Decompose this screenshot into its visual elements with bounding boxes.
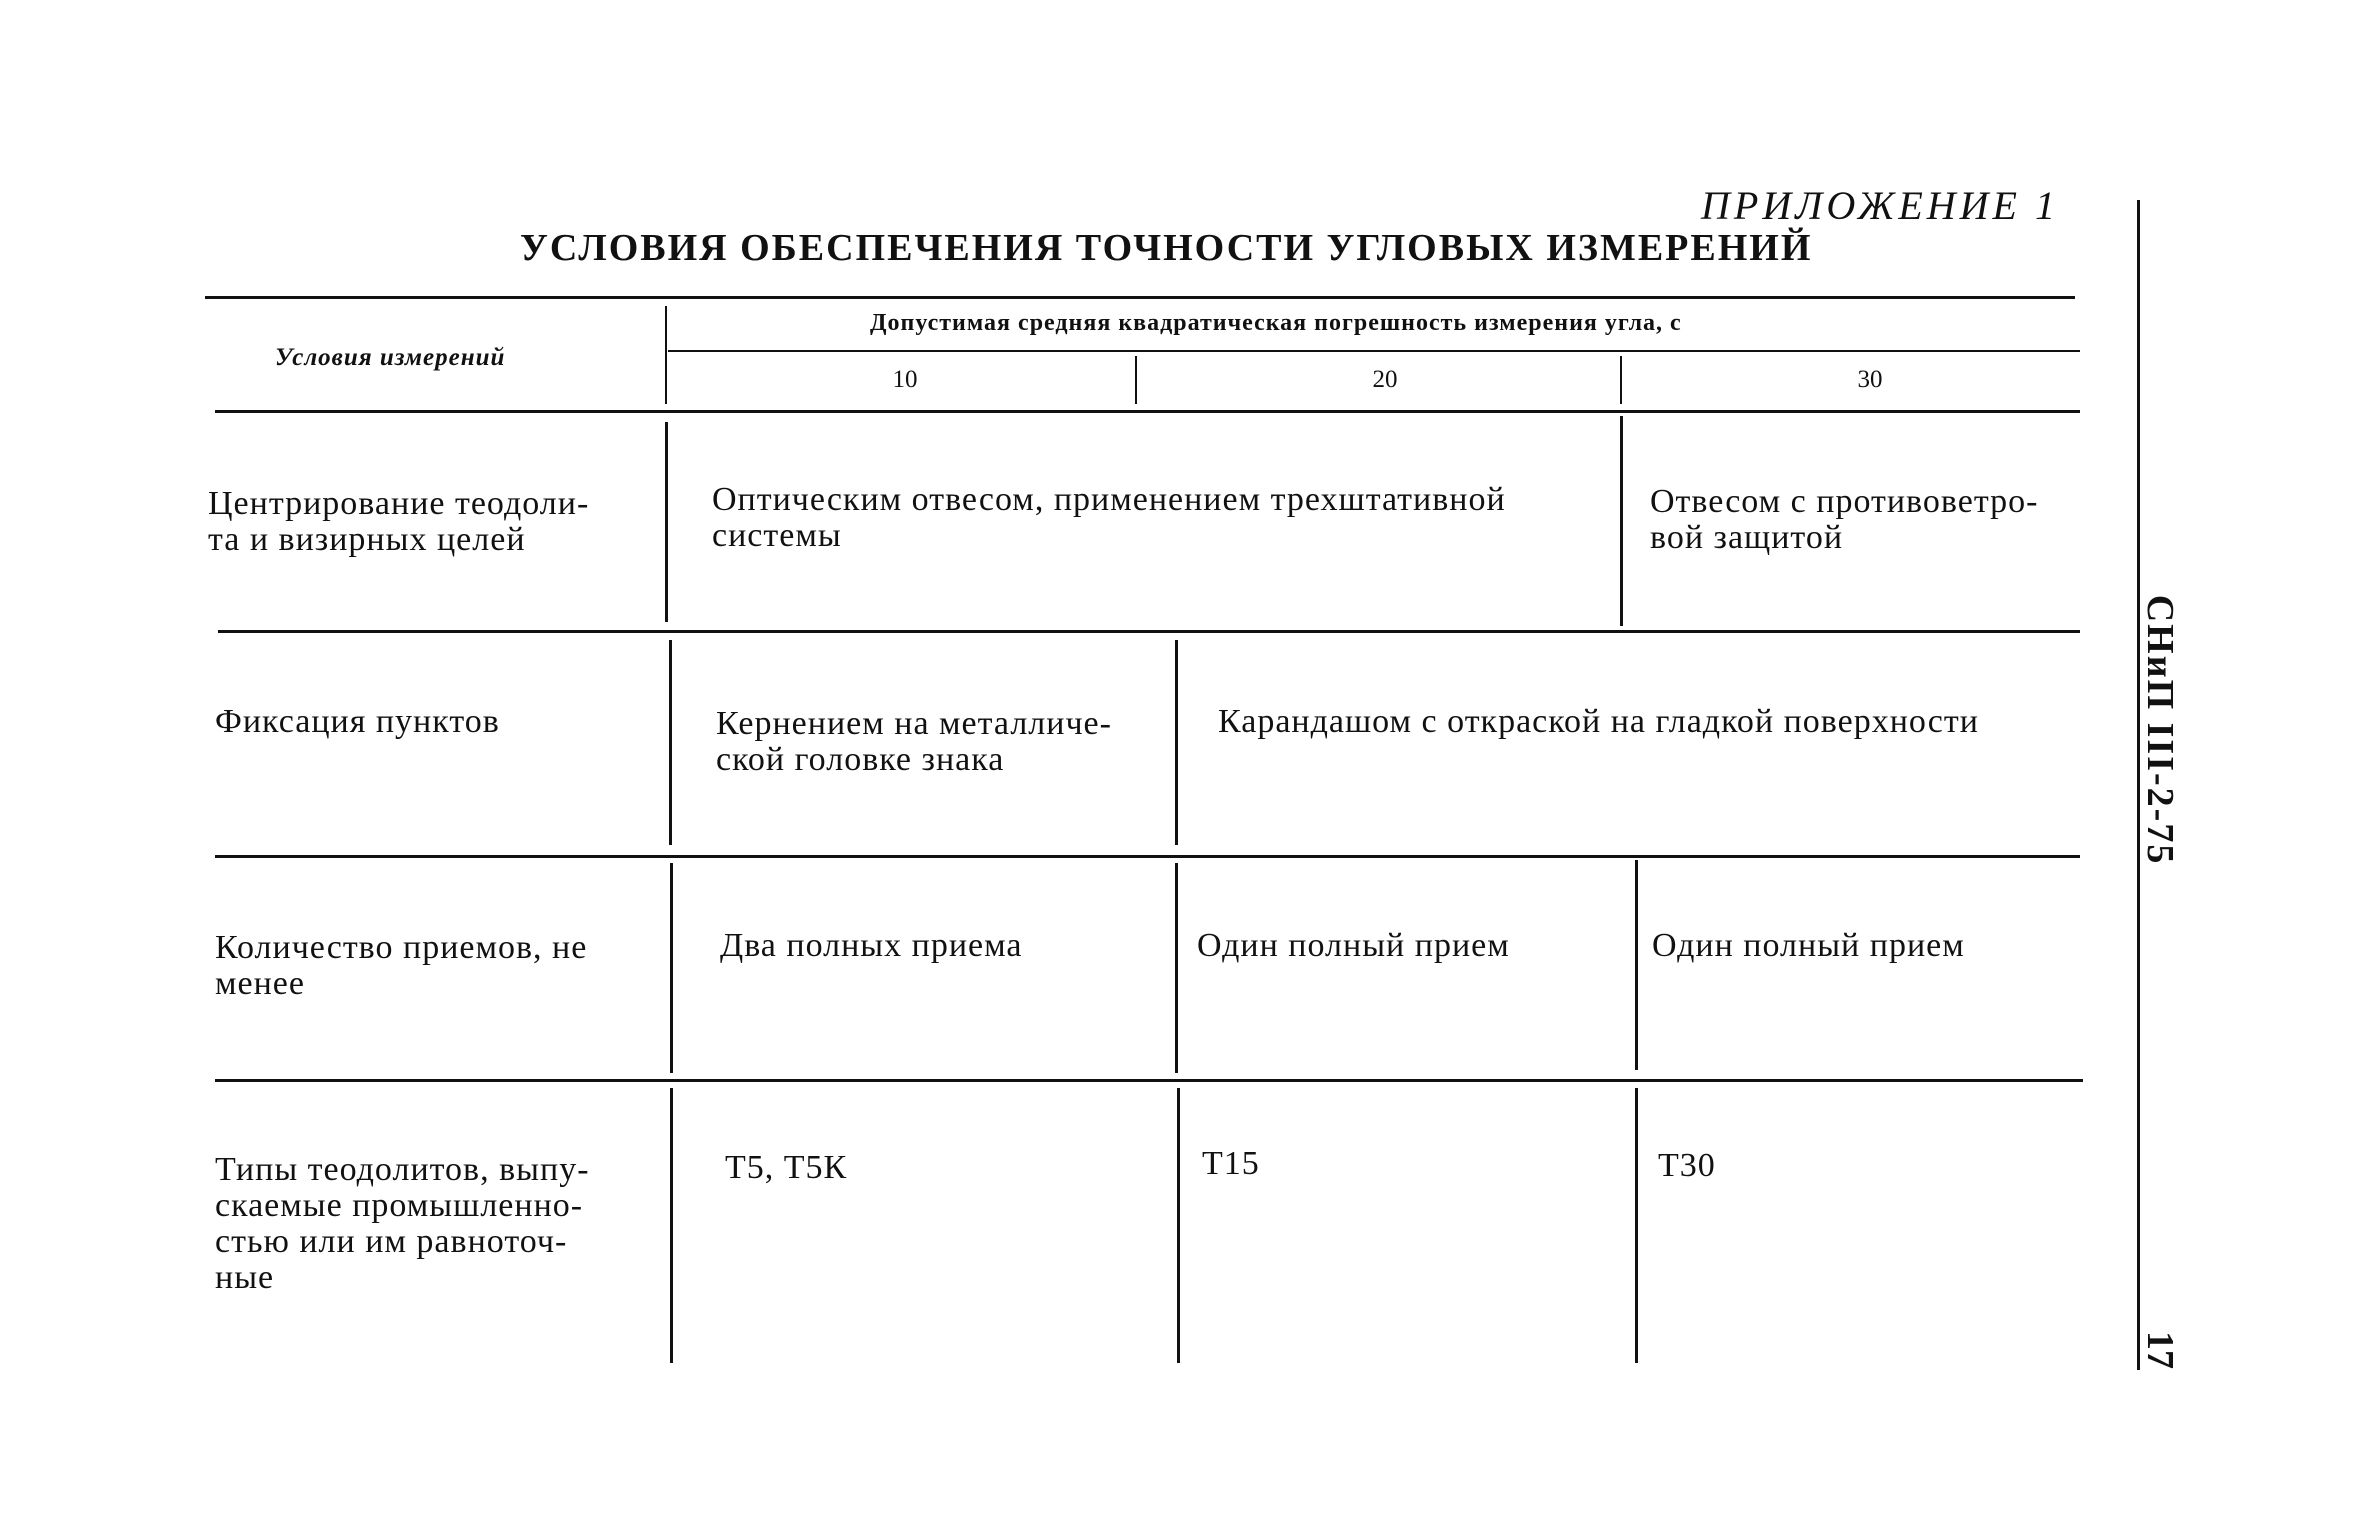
header-col-divider	[1135, 356, 1137, 404]
table-cell: Два полных приема	[720, 927, 1023, 964]
table-row-label: Типы теодолитов, выпу- скаемые промышленно- стью или им равноточ- ные	[215, 1151, 590, 1296]
row4-col-divider	[670, 1088, 673, 1363]
header-sub-rule	[668, 350, 2080, 352]
table-cell: Один полный прием	[1652, 927, 1965, 964]
column-header-value: 20	[1372, 366, 1398, 393]
table-cell: Т15	[1202, 1145, 1260, 1182]
appendix-label: ПРИЛОЖЕНИЕ 1	[1701, 183, 2059, 228]
row4-col-divider	[1635, 1088, 1638, 1363]
column-header-conditions: Условия измерений	[275, 344, 506, 371]
row1-col-divider	[665, 422, 668, 622]
page-title: УСЛОВИЯ ОБЕСПЕЧЕНИЯ ТОЧНОСТИ УГЛОВЫХ ИЗМЕРЕНИЙ	[520, 227, 1813, 269]
document-code: СНиП III-2-75	[2139, 594, 2181, 866]
table-cell: Оптическим отвесом, применением трехштативной системы	[712, 481, 1506, 554]
header-bottom-rule	[215, 410, 2080, 413]
row-divider	[215, 855, 2080, 858]
table-row-label: Количество приемов, не менее	[215, 929, 588, 1002]
row2-col-divider	[1175, 640, 1178, 845]
table-top-rule	[205, 296, 2075, 299]
table-cell: Карандашом с откраской на гладкой поверхности	[1218, 703, 1979, 740]
table-row-label: Центрирование теодоли- та и визирных целей	[208, 485, 590, 558]
table-cell: Т5, Т5К	[725, 1149, 848, 1186]
column-header-value: 10	[892, 366, 918, 393]
table-cell: Один полный прием	[1197, 927, 1510, 964]
row3-col-divider	[1635, 860, 1638, 1070]
table-cell: Отвесом с противоветро- вой защитой	[1650, 483, 2039, 556]
row3-col-divider	[1175, 863, 1178, 1073]
row2-col-divider	[669, 640, 672, 845]
row-divider	[215, 1079, 2083, 1082]
table-cell: Кернением на металличе- ской головке знака	[716, 705, 1112, 778]
header-col-divider	[665, 306, 667, 404]
table-cell: Т30	[1658, 1147, 1716, 1184]
header-col-divider	[1620, 356, 1622, 404]
row3-col-divider	[670, 863, 673, 1073]
row1-col-divider	[1620, 416, 1623, 626]
column-header-value: 30	[1857, 366, 1883, 393]
row4-col-divider	[1177, 1088, 1180, 1363]
column-header-error-group: Допустимая средняя квадратическая погрешность измерения угла, с	[870, 310, 1682, 336]
row-divider	[218, 630, 2080, 633]
page-number: 17	[2139, 1331, 2181, 1369]
table-row-label: Фиксация пунктов	[215, 703, 500, 740]
